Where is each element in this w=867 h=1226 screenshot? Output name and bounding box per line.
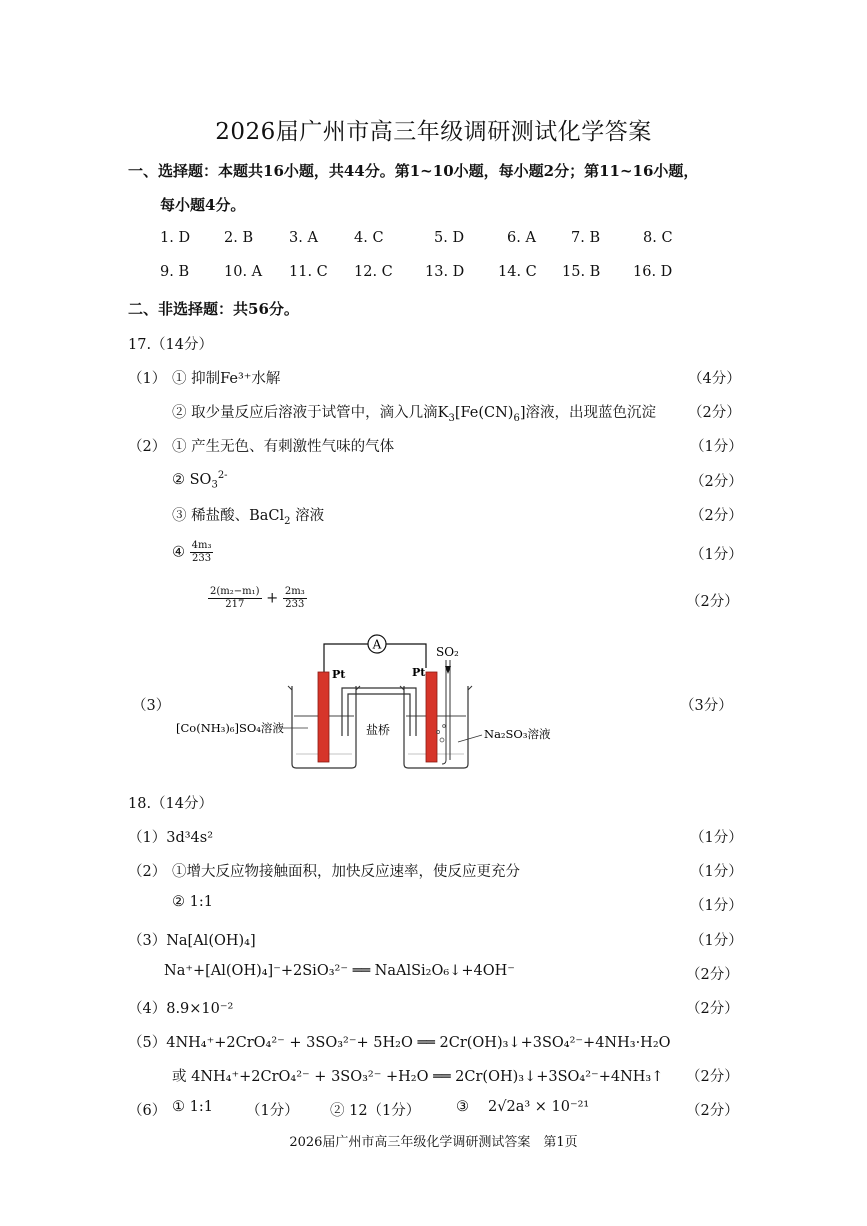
so2-inlet-tube [442, 660, 446, 764]
fraction: $\frac{\text{2(m₂−m₁)}}{217}$ [210, 586, 260, 610]
q18-part2-answer-b: ② 1:1 [172, 894, 213, 910]
answer-item: 7. B [571, 230, 601, 246]
score: （1分） [690, 933, 743, 949]
page-title: 2026届广州市高三年级调研测试化学答案 [215, 119, 652, 145]
answer-item: 1. D [160, 230, 191, 246]
q17-part1-answer-b: ② 取少量反应后溶液于试管中，滴入几滴$K_3[Fe(CN)_6]$溶液，出现蓝色沉淀 [172, 405, 656, 424]
answer-item: 3. A [289, 230, 318, 246]
q17-part2-answer-c: ③ 稀盐酸、BaCl$_2$ 溶液 [172, 508, 325, 527]
gas-bubble [443, 725, 446, 728]
q17-part1-label: （1） [128, 371, 167, 387]
ammeter-label: A [372, 637, 382, 652]
score: （1分） [690, 439, 743, 455]
electrochemical-cell-diagram [170, 632, 570, 782]
q18-part3-answer: （3）Na[Al(OH)₄] [128, 933, 256, 949]
q17-part3-label: （3） [132, 698, 171, 714]
section2-header: 二、非选择题：共56分。 [128, 300, 299, 318]
q18-part5-equation: （5）4NH₄⁺+2CrO₄²⁻ + 3SO₃²⁻+ 5H₂O ══ 2Cr(OH)₃↓+3SO₄²⁻+4NH₃·H₂O [128, 1035, 671, 1051]
q18-header: 18.（14分） [128, 796, 214, 812]
q18-part4-answer: （4）8.9×10⁻² [128, 1001, 234, 1017]
answer-item: 2. B [224, 230, 254, 246]
answer-item: 10. A [224, 264, 263, 280]
gas-bubble [440, 738, 444, 742]
score: （2分） [690, 474, 743, 490]
score: （1分） [690, 830, 743, 846]
q18-part2-label: （2） [128, 864, 167, 880]
answer-item: 12. C [354, 264, 393, 280]
q17-part1-answer-a: ① 抑制Fe³⁺水解 [172, 371, 281, 387]
score: （2分） [686, 967, 739, 983]
q18-part6-answer-c-circle: ③ [456, 1099, 469, 1115]
answer-item: 13. D [425, 264, 465, 280]
left-pt-electrode [318, 672, 329, 762]
q18-part6-label: （6） [128, 1103, 167, 1119]
score: （1分） [246, 1103, 299, 1119]
so2-gas-label: SO₂ [436, 645, 459, 659]
q18-part2-answer-a: ①增大反应物接触面积，加快反应速率，使反应更充分 [172, 864, 520, 880]
score: （1分） [690, 547, 743, 563]
score: （2分） [686, 1069, 739, 1085]
right-electrode-label: Pt [412, 666, 426, 679]
answer-item: 14. C [498, 264, 537, 280]
q18-part3-equation: Na⁺+[Al(OH)₄]⁻+2SiO₃²⁻ ══ NaAlSi₂O₆↓+4OH⁻ [164, 963, 515, 979]
score: （2分） [688, 405, 741, 421]
score: （2分） [690, 508, 743, 524]
score: （4分） [688, 371, 741, 387]
answer-item: 4. C [354, 230, 384, 246]
q18-part6-answer-b: ② 12（1分） [330, 1103, 421, 1119]
answer-item: 5. D [434, 230, 465, 246]
q17-part2-label: （2） [128, 439, 167, 455]
q17-part2-answer-b: ② $SO_3^{2-}$ [172, 470, 228, 491]
q18-part6-answer-c: 2√2a³ × 10⁻²¹ [488, 1099, 590, 1115]
answer-item: 6. A [507, 230, 536, 246]
left-electrode-label: Pt [332, 668, 346, 681]
q18-part6-answer-a: ① 1:1 [172, 1099, 213, 1115]
answer-item: 15. B [562, 264, 601, 280]
score: （1分） [690, 864, 743, 880]
fraction: $\frac{\text{4m₃}}{233}$ [191, 540, 212, 564]
answer-item: 8. C [643, 230, 673, 246]
q17-part2-answer-a: ① 产生无色、有刺激性气味的气体 [172, 439, 395, 455]
page-footer: 2026届广州市高三年级化学调研测试答案 第1页 [289, 1135, 578, 1150]
q17-header: 17.（14分） [128, 337, 214, 353]
section1-header-line2: 每小题4分。 [160, 196, 246, 214]
left-solution-label: [Co(NH₃)₆]SO₄溶液 [176, 721, 284, 735]
answer-item: 11. C [289, 264, 328, 280]
section1-header-line1: 一、选择题：本题共16小题，共44分。第1~10小题，每小题2分；第11~16小题， [128, 162, 699, 180]
q18-part5-alt-equation: 或 4NH₄⁺+2CrO₄²⁻ + 3SO₃²⁻ +H₂O ══ 2Cr(OH)₃↓+3SO₄²⁻+4NH₃↑ [172, 1069, 664, 1085]
right-solution-label: Na₂SO₃溶液 [484, 727, 551, 741]
q17-part2-answer-d: ④ $\frac{\text{4m₃}}{233}$ [172, 540, 212, 564]
score: （2分） [686, 1103, 739, 1119]
q17-part2-answer-e: $\frac{\text{2(m₂−m₁)}}{217}$ + $\frac{\text{2m₃}}{233}$ [210, 586, 305, 610]
q18-part1-answer: （1）3d³4s² [128, 830, 214, 846]
score: （3分） [680, 698, 733, 714]
right-pt-electrode [426, 672, 437, 762]
answer-item: 16. D [633, 264, 673, 280]
fraction: $\frac{\text{2m₃}}{233}$ [284, 586, 305, 610]
score: （2分） [686, 594, 739, 610]
score: （2分） [686, 1001, 739, 1017]
right-solution-pointer [458, 735, 482, 742]
salt-bridge-label: 盐桥 [366, 723, 391, 737]
answer-item: 9. B [160, 264, 190, 280]
score: （1分） [690, 898, 743, 914]
